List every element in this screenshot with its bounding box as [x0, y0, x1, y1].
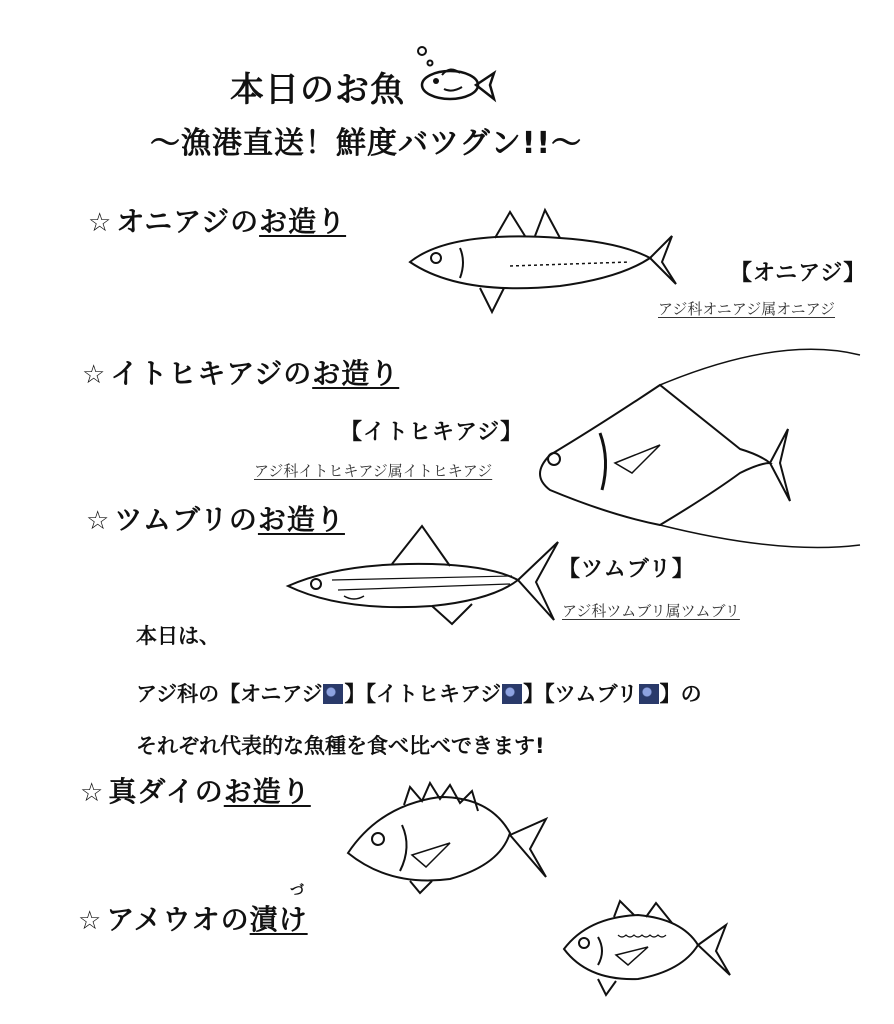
star-icon: ☆: [86, 506, 111, 536]
genus-marker-icon: [639, 684, 659, 704]
dish-1: [88, 200, 346, 240]
dish-3-suffix: お造り: [257, 503, 345, 536]
dish-5-suffix: 漬け: [249, 903, 308, 936]
dish-3-name: ツムブリの: [114, 503, 258, 536]
fish-scientific-2: アジ科イトヒキアジ属イトヒキアジ: [254, 462, 493, 480]
fish-scientific-1: アジ科オニアジ属オニアジ: [658, 300, 836, 318]
itohikiaji-fish-illustration: [520, 345, 890, 555]
tsumuburi-fish-illustration: [282, 520, 572, 630]
star-icon: ☆: [80, 778, 105, 808]
dish-2-name: イトヒキアジの: [110, 357, 313, 390]
dish-2-suffix: お造り: [312, 357, 400, 390]
dish-4-name: 真ダイの: [108, 775, 224, 808]
dish-4: [80, 770, 311, 810]
furigana: づ: [290, 883, 305, 899]
dish-1-suffix: お造り: [259, 205, 347, 238]
dish-2: [82, 352, 399, 392]
fish-label-1: 【オニアジ】: [730, 261, 867, 286]
onaji-fish-illustration: [400, 200, 680, 320]
madai-fish-illustration: [340, 775, 550, 900]
dish-4-suffix: お造り: [223, 775, 311, 808]
dish-1-name: オニアジの: [116, 205, 260, 238]
page-subtitle: ～漁港直送！鮮度バツグン!!～: [150, 126, 583, 161]
fish-label-2: 【イトヒキアジ】: [340, 420, 524, 445]
fish-label-3: 【ツムブリ】: [558, 557, 695, 582]
genus-marker-icon: [323, 684, 343, 704]
intro-line-3: それぞれ代表的な魚種を食べ比べできます!: [136, 734, 545, 758]
fish-icon: [410, 45, 500, 105]
intro-line-1: 本日は、: [136, 624, 220, 648]
star-icon: ☆: [88, 208, 113, 238]
dish-5: [78, 898, 308, 938]
genus-marker-icon: [502, 684, 522, 704]
ameuo-fish-illustration: [558, 895, 738, 1000]
star-icon: ☆: [82, 360, 107, 390]
dish-5-name: アメウオの: [106, 903, 250, 936]
fish-scientific-3: アジ科ツムブリ属ツムブリ: [562, 602, 740, 620]
page-title: 本日のお魚: [230, 70, 405, 110]
star-icon: ☆: [78, 906, 103, 936]
intro-line-2: アジ科の【オニアジ 】【イトヒキアジ 】【ツムブリ 】の: [136, 682, 702, 706]
